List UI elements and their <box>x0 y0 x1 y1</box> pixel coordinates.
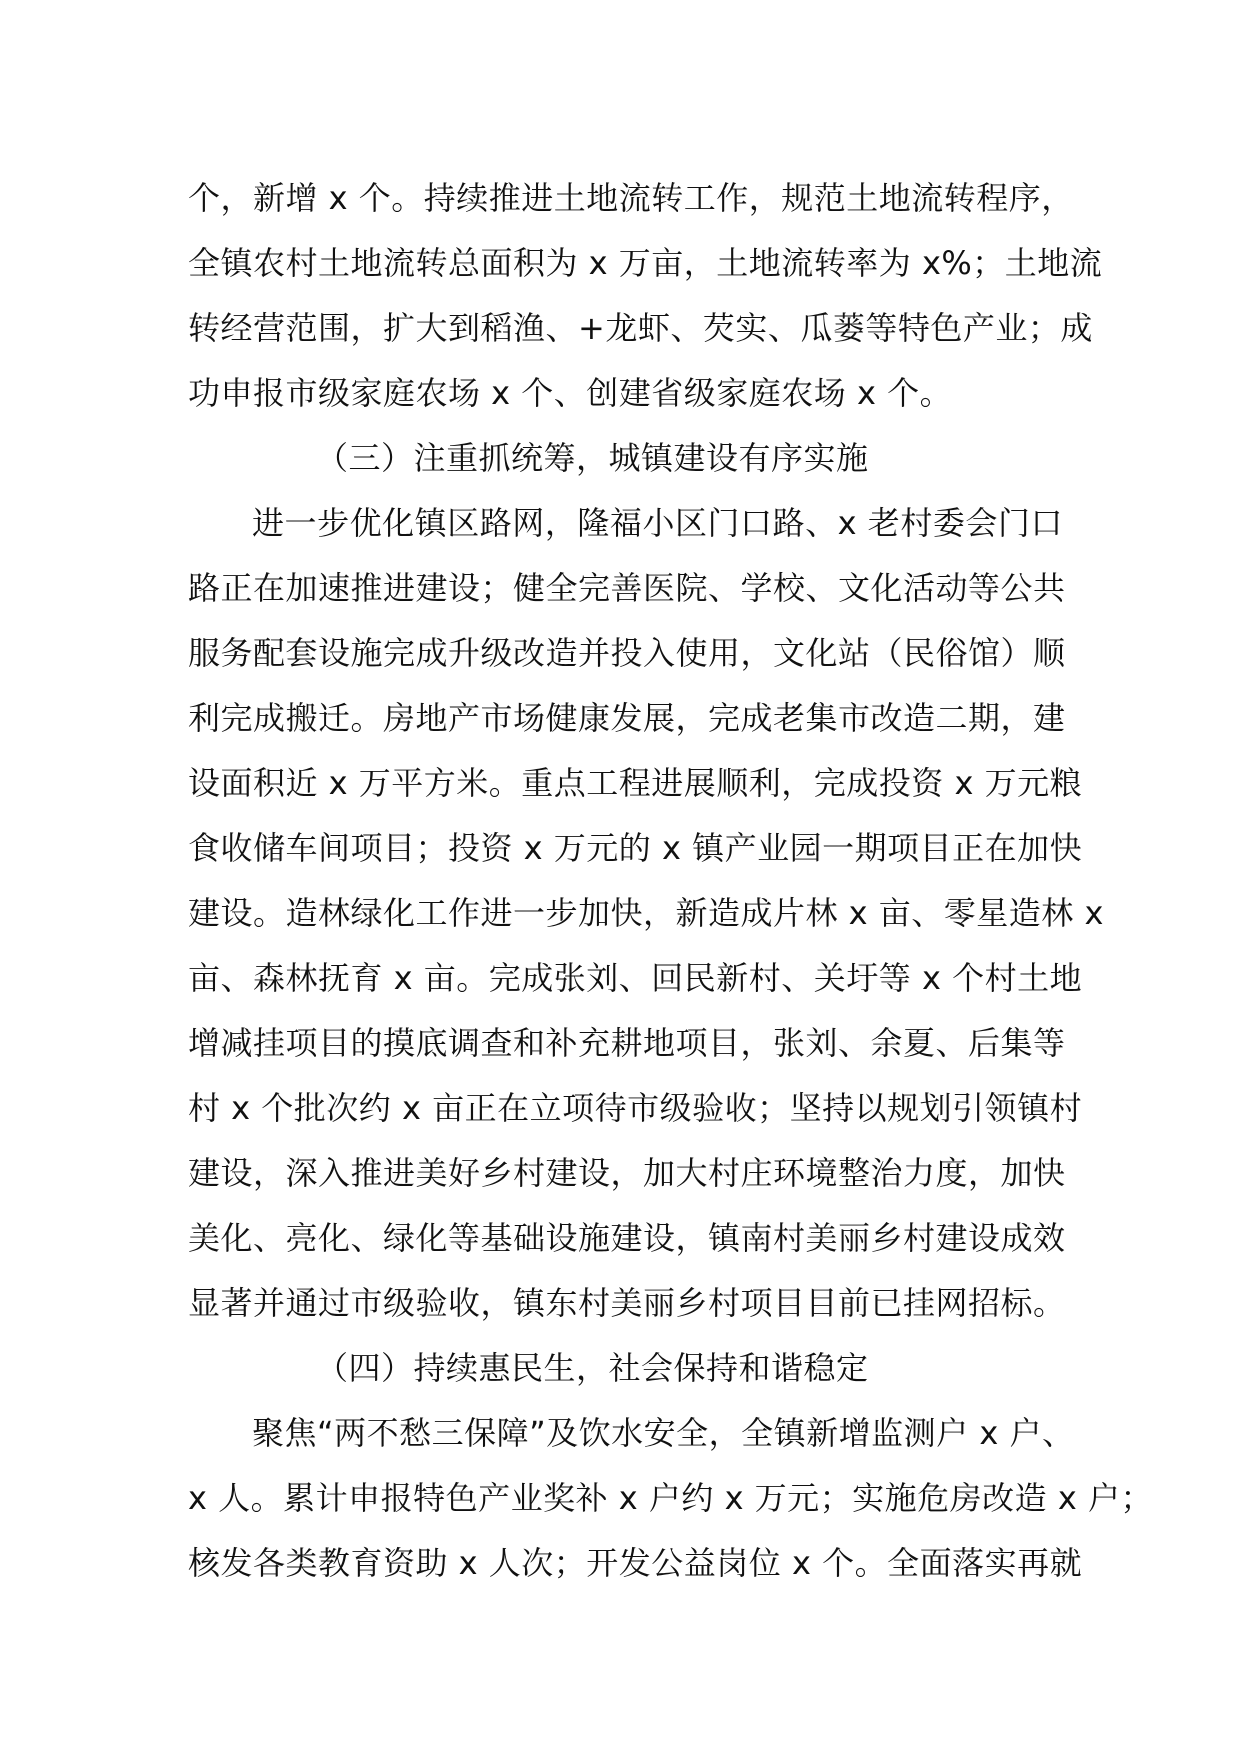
text-line: 增减挂项目的摸底调查和补充耕地项目，张刘、余夏、后集等 <box>188 1024 1066 1062</box>
paragraph-urban-construction <box>188 491 1104 1336</box>
text-line: 利完成搬迁。房地产市场健康发展，完成老集市改造二期，建 <box>188 699 1066 737</box>
text-line: 显著并通过市级验收，镇东村美丽乡村项目目前已挂网招标。 <box>188 1284 1066 1322</box>
section-heading-3 <box>188 426 1063 491</box>
section-heading-4 <box>188 1336 1063 1401</box>
text-line: 进一步优化镇区路网，隆福小区门口路、x 老村委会门口 <box>252 504 1063 542</box>
text-line: 亩、森林抚育 x 亩。完成张刘、回民新村、关圩等 x 个村土地 <box>188 959 1083 997</box>
text-line: 美化、亮化、绿化等基础设施建设，镇南村美丽乡村建设成效 <box>188 1219 1066 1257</box>
paragraph-livelihood <box>188 1401 1153 1596</box>
text-line: 转经营范围，扩大到稻渔、+龙虾、芡实、瓜蒌等特色产业；成 <box>188 309 1093 347</box>
text-line: 功申报市级家庭农场 x 个、创建省级家庭农场 x 个。 <box>188 374 953 412</box>
text-line: 全镇农村土地流转总面积为 x 万亩，土地流转率为 x%；土地流 <box>188 244 1103 282</box>
text-line: 核发各类教育资助 x 人次；开发公益岗位 x 个。全面落实再就 <box>188 1544 1083 1582</box>
text-line: 聚焦“两不愁三保障”及饮水安全，全镇新增监测户 x 户、 <box>252 1414 1075 1452</box>
text-line: 设面积近 x 万平方米。重点工程进展顺利，完成投资 x 万元粮 <box>188 764 1083 802</box>
text-line: 个，新增 x 个。持续推进土地流转工作，规范土地流转程序， <box>188 179 1074 217</box>
text-line: x 人。累计申报特色产业奖补 x 户约 x 万元；实施危房改造 x 户； <box>188 1479 1153 1517</box>
text-line: 建设，深入推进美好乡村建设，加大村庄环境整治力度，加快 <box>188 1154 1066 1192</box>
text-line: 服务配套设施完成升级改造并投入使用，文化站（民俗馆）顺 <box>188 634 1066 672</box>
text-line: 村 x 个批次约 x 亩正在立项待市级验收；坚持以规划引领镇村 <box>188 1089 1083 1127</box>
text-line: 食收储车间项目；投资 x 万元的 x 镇产业园一期项目正在加快 <box>188 829 1083 867</box>
paragraph-land-transfer <box>188 166 1103 426</box>
document-body <box>188 166 1153 1596</box>
section-heading-text: （四）持续惠民生，社会保持和谐稳定 <box>316 1349 869 1387</box>
text-line: 路正在加速推进建设；健全完善医院、学校、文化活动等公共 <box>188 569 1066 607</box>
text-line: 建设。造林绿化工作进一步加快，新造成片林 x 亩、零星造林 x <box>188 894 1104 932</box>
section-heading-text: （三）注重抓统筹，城镇建设有序实施 <box>316 439 869 477</box>
